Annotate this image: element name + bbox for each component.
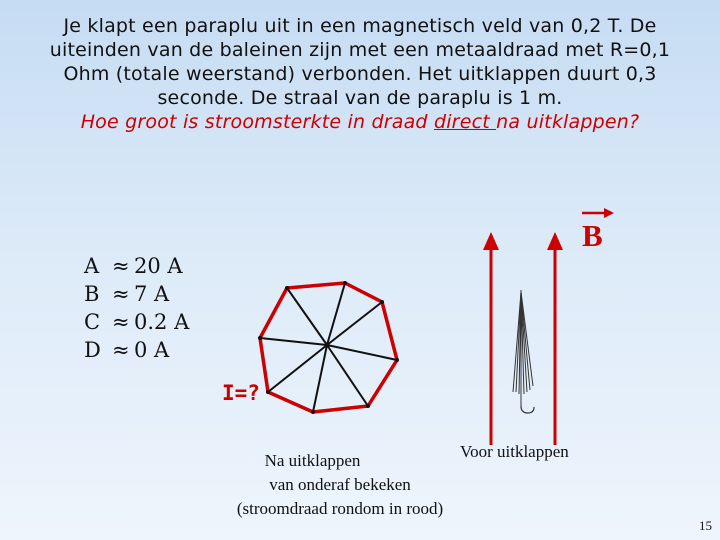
answer-options xyxy=(84,252,189,364)
approx-symbol: ≈ xyxy=(112,310,130,334)
approx-symbol: ≈ xyxy=(112,338,130,362)
caption-after-line-2: van onderaf bekeken xyxy=(269,475,411,494)
answer-letter: C xyxy=(84,310,101,334)
page-number: 15 xyxy=(699,518,712,533)
question-part-1: Hoe groot is stroomsterkte in draad xyxy=(80,111,434,133)
answer-option-a[interactable] xyxy=(84,252,189,280)
approx-symbol: ≈ xyxy=(112,254,130,278)
answer-option-d[interactable] xyxy=(84,336,189,364)
answer-option-c[interactable] xyxy=(84,308,189,336)
closed-umbrella-icon xyxy=(513,290,534,413)
caption-after-line-1: Na uitklappen xyxy=(264,451,361,470)
caption-after xyxy=(216,449,464,521)
answer-option-b[interactable] xyxy=(84,280,189,308)
question-part-2: na uitklappen? xyxy=(496,111,640,133)
caption-before: Voor uitklappen xyxy=(460,442,569,461)
problem-line-4: seconde. De straal van de paraplu is 1 m. xyxy=(157,87,563,109)
answer-value: 7 A xyxy=(134,282,170,306)
answer-value: 0 A xyxy=(134,338,170,362)
answer-value: 0.2 A xyxy=(134,310,190,334)
problem-line-1: Je klapt een paraplu uit in een magnetisch veld van 0,2 T. De xyxy=(63,15,657,37)
problem-line-3: Ohm (totale weerstand) verbonden. Het uitklappen duurt 0,3 xyxy=(63,63,657,85)
answer-letter: D xyxy=(84,338,101,362)
answer-value: 20 A xyxy=(134,254,183,278)
field-arrow-left-head xyxy=(483,232,499,250)
field-arrows xyxy=(483,232,563,445)
open-umbrella-icon xyxy=(258,281,399,414)
answer-letter: B xyxy=(84,282,100,306)
problem-line-2: uiteinden van de baleinen zijn met een metaaldraad met R=0,1 xyxy=(49,39,671,61)
question-underlined: direct xyxy=(433,111,497,133)
field-arrow-right-head xyxy=(547,232,563,250)
vector-arrow-icon xyxy=(582,208,614,218)
caption-after-line-3: (stroomdraad rondom in rood) xyxy=(236,499,444,518)
approx-symbol: ≈ xyxy=(112,282,130,306)
current-label: I=? xyxy=(222,381,260,405)
answer-letter: A xyxy=(84,254,100,278)
field-label: B xyxy=(582,218,603,253)
